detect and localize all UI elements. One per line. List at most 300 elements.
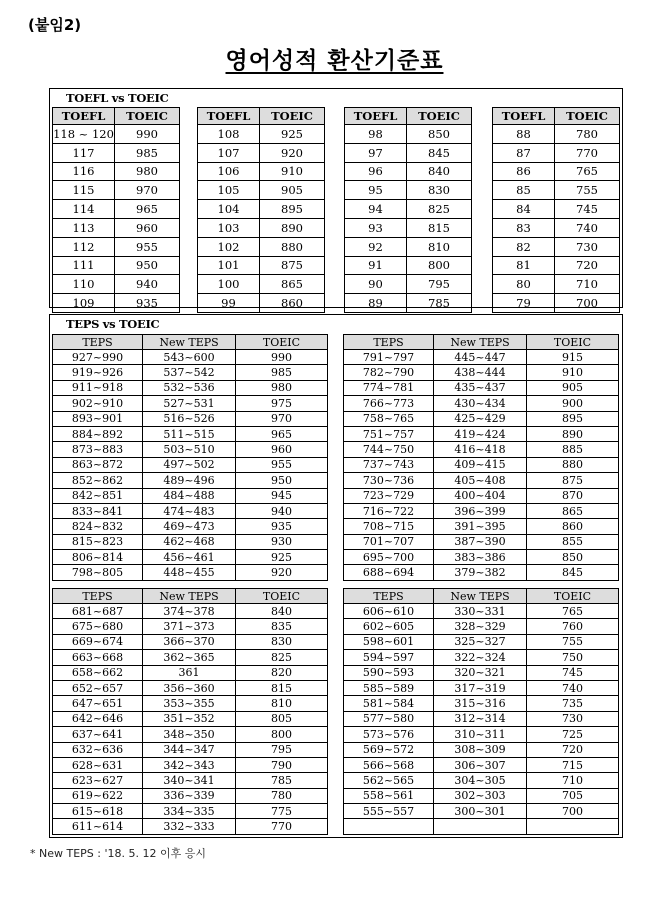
table-row — [53, 534, 328, 549]
table-cell: 740 — [555, 218, 620, 237]
table-cell: 780 — [555, 125, 620, 144]
table-row — [344, 565, 619, 580]
table-cell: 334~335 — [143, 804, 236, 819]
table-row — [198, 143, 325, 162]
table-cell: 806~814 — [53, 550, 143, 565]
column-header: TOEIC — [555, 108, 620, 125]
table-cell: 745 — [527, 665, 619, 680]
table-row — [344, 457, 619, 472]
table-cell: 430~434 — [434, 396, 527, 411]
attachment-label: (붙임2) — [28, 16, 82, 34]
table-cell: 569~572 — [344, 742, 434, 757]
table-cell: 875 — [527, 473, 619, 488]
table-cell: 602~605 — [344, 619, 434, 634]
table-cell: 893~901 — [53, 411, 143, 426]
table-cell: 905 — [527, 380, 619, 395]
table-cell: 675~680 — [53, 619, 143, 634]
table-cell: 558~561 — [344, 788, 434, 803]
table-row — [53, 634, 328, 649]
table-row — [53, 275, 180, 294]
table-cell: 890 — [527, 426, 619, 441]
table-row — [53, 426, 328, 441]
column-header: TOEIC — [527, 589, 619, 604]
table-cell: 356~360 — [143, 680, 236, 695]
table-cell: 628~631 — [53, 757, 143, 772]
table-row — [344, 773, 619, 788]
table-cell: 860 — [260, 294, 325, 313]
table-cell: 795 — [407, 275, 472, 294]
column-header: TOEFL — [53, 108, 115, 125]
table-cell: 374~378 — [143, 604, 236, 619]
teps-table-upper-left — [52, 334, 328, 581]
table-cell: 391~395 — [434, 519, 527, 534]
table-row — [344, 619, 619, 634]
table-cell: 304~305 — [434, 773, 527, 788]
table-row — [53, 727, 328, 742]
table-cell: 322~324 — [434, 650, 527, 665]
table-row — [344, 804, 619, 819]
column-header: TOEIC — [236, 589, 328, 604]
table-cell: 774~781 — [344, 380, 434, 395]
footnote: * New TEPS : '18. 5. 12 이후 응시 — [30, 847, 206, 860]
table-row — [345, 294, 472, 313]
table-cell: 960 — [236, 442, 328, 457]
table-cell: 308~309 — [434, 742, 527, 757]
table-cell: 940 — [236, 503, 328, 518]
table-cell: 527~531 — [143, 396, 236, 411]
table-cell: 815~823 — [53, 534, 143, 549]
table-cell: 112 — [53, 237, 115, 256]
table-cell: 516~526 — [143, 411, 236, 426]
table-header-row — [53, 108, 180, 125]
table-cell: 825 — [236, 650, 328, 665]
table-cell: 632~636 — [53, 742, 143, 757]
table-cell: 497~502 — [143, 457, 236, 472]
table-cell: 935 — [115, 294, 180, 313]
table-row — [344, 680, 619, 695]
table-row — [344, 742, 619, 757]
table-cell: 416~418 — [434, 442, 527, 457]
table-row — [53, 680, 328, 695]
table-cell: 615~618 — [53, 804, 143, 819]
table-cell: 110 — [53, 275, 115, 294]
table-row — [344, 550, 619, 565]
table-row — [53, 503, 328, 518]
table-row — [53, 665, 328, 680]
column-header: New TEPS — [434, 335, 527, 350]
table-row — [53, 181, 180, 200]
table-cell: 855 — [527, 534, 619, 549]
page-title: 영어성적 환산기준표 — [225, 48, 444, 74]
table-cell — [434, 819, 527, 834]
table-cell: 845 — [527, 565, 619, 580]
table-cell: 990 — [236, 350, 328, 365]
table-cell: 902~910 — [53, 396, 143, 411]
table-row — [53, 565, 328, 580]
table-cell: 362~365 — [143, 650, 236, 665]
table-row — [345, 143, 472, 162]
table-row — [493, 256, 620, 275]
table-cell: 710 — [555, 275, 620, 294]
table-row — [198, 125, 325, 144]
table-row — [53, 550, 328, 565]
table-cell: 114 — [53, 200, 115, 219]
table-row — [493, 237, 620, 256]
table-cell: 895 — [260, 200, 325, 219]
table-row — [344, 650, 619, 665]
table-cell: 317~319 — [434, 680, 527, 695]
table-header-row — [344, 335, 619, 350]
table-cell: 700 — [555, 294, 620, 313]
table-row — [53, 819, 328, 834]
table-row — [345, 218, 472, 237]
table-cell: 985 — [236, 365, 328, 380]
table-row — [53, 788, 328, 803]
table-cell: 890 — [260, 218, 325, 237]
toefl-table-2 — [197, 107, 325, 313]
toefl-table-4 — [492, 107, 620, 313]
table-cell: 103 — [198, 218, 260, 237]
table-cell: 353~355 — [143, 696, 236, 711]
teps-table-lower-left — [52, 588, 328, 835]
table-row — [344, 411, 619, 426]
table-row — [53, 350, 328, 365]
column-header: TOEIC — [260, 108, 325, 125]
table-header-row — [198, 108, 325, 125]
table-cell: 911~918 — [53, 380, 143, 395]
table-cell: 619~622 — [53, 788, 143, 803]
table-cell: 870 — [527, 488, 619, 503]
column-header: TOEFL — [198, 108, 260, 125]
table-cell: 735 — [527, 696, 619, 711]
table-cell: 652~657 — [53, 680, 143, 695]
table-cell: 117 — [53, 143, 115, 162]
table-cell: 658~662 — [53, 665, 143, 680]
table-cell: 342~343 — [143, 757, 236, 772]
table-row — [198, 181, 325, 200]
table-cell: 348~350 — [143, 727, 236, 742]
table-cell: 965 — [236, 426, 328, 441]
table-row — [53, 125, 180, 144]
toefl-section-title: TOEFL vs TOEIC — [66, 91, 169, 105]
table-cell: 935 — [236, 519, 328, 534]
table-cell: 920 — [260, 143, 325, 162]
table-cell: 770 — [236, 819, 328, 834]
table-cell: 840 — [407, 162, 472, 181]
table-cell: 825 — [407, 200, 472, 219]
table-cell: 81 — [493, 256, 555, 275]
table-cell: 715 — [527, 757, 619, 772]
teps-table-lower-right — [343, 588, 619, 835]
table-cell: 765 — [555, 162, 620, 181]
table-row — [53, 696, 328, 711]
table-cell: 105 — [198, 181, 260, 200]
table-cell: 810 — [236, 696, 328, 711]
column-header: TOEIC — [236, 335, 328, 350]
table-cell: 80 — [493, 275, 555, 294]
table-row — [53, 473, 328, 488]
table-header-row — [53, 589, 328, 604]
table-cell: 930 — [236, 534, 328, 549]
table-row — [344, 519, 619, 534]
table-row — [198, 275, 325, 294]
table-row — [344, 727, 619, 742]
table-row — [53, 650, 328, 665]
table-row — [53, 519, 328, 534]
table-cell: 880 — [527, 457, 619, 472]
table-cell: 744~750 — [344, 442, 434, 457]
table-cell: 462~468 — [143, 534, 236, 549]
column-header: TOEFL — [493, 108, 555, 125]
table-row — [345, 237, 472, 256]
table-cell: 863~872 — [53, 457, 143, 472]
table-cell: 116 — [53, 162, 115, 181]
table-row — [493, 200, 620, 219]
column-header: TEPS — [344, 589, 434, 604]
table-cell: 594~597 — [344, 650, 434, 665]
table-row — [53, 143, 180, 162]
table-cell: 885 — [527, 442, 619, 457]
table-cell: 474~483 — [143, 503, 236, 518]
table-cell: 824~832 — [53, 519, 143, 534]
table-row — [344, 365, 619, 380]
table-row — [345, 125, 472, 144]
table-cell: 920 — [236, 565, 328, 580]
table-cell: 785 — [407, 294, 472, 313]
table-cell: 782~790 — [344, 365, 434, 380]
table-cell: 755 — [527, 634, 619, 649]
table-cell: 109 — [53, 294, 115, 313]
table-row — [344, 696, 619, 711]
table-cell: 770 — [555, 143, 620, 162]
table-cell: 884~892 — [53, 426, 143, 441]
table-cell: 830 — [407, 181, 472, 200]
table-cell: 945 — [236, 488, 328, 503]
table-row — [53, 711, 328, 726]
table-cell: 562~565 — [344, 773, 434, 788]
table-row — [53, 218, 180, 237]
table-cell: 336~339 — [143, 788, 236, 803]
table-row — [345, 200, 472, 219]
table-row — [344, 604, 619, 619]
table-row — [493, 125, 620, 144]
table-row — [53, 757, 328, 772]
table-cell: 340~341 — [143, 773, 236, 788]
table-cell: 577~580 — [344, 711, 434, 726]
table-row — [198, 237, 325, 256]
table-cell: 950 — [115, 256, 180, 275]
table-cell: 106 — [198, 162, 260, 181]
table-cell: 842~851 — [53, 488, 143, 503]
table-cell: 740 — [527, 680, 619, 695]
table-cell: 985 — [115, 143, 180, 162]
table-row — [345, 256, 472, 275]
table-cell: 310~311 — [434, 727, 527, 742]
table-cell: 755 — [555, 181, 620, 200]
table-cell: 325~327 — [434, 634, 527, 649]
table-cell: 955 — [236, 457, 328, 472]
table-cell: 537~542 — [143, 365, 236, 380]
table-row — [53, 365, 328, 380]
table-cell: 750 — [527, 650, 619, 665]
table-cell: 320~321 — [434, 665, 527, 680]
teps-section-title: TEPS vs TOEIC — [66, 317, 160, 331]
table-cell: 716~722 — [344, 503, 434, 518]
table-cell: 840 — [236, 604, 328, 619]
table-cell: 805 — [236, 711, 328, 726]
table-cell: 905 — [260, 181, 325, 200]
table-cell: 409~415 — [434, 457, 527, 472]
table-cell: 833~841 — [53, 503, 143, 518]
table-cell: 669~674 — [53, 634, 143, 649]
table-cell: 642~646 — [53, 711, 143, 726]
table-cell: 915 — [527, 350, 619, 365]
table-cell: 118 ~ 120 — [53, 125, 115, 144]
table-cell: 101 — [198, 256, 260, 275]
table-row — [53, 604, 328, 619]
table-cell: 400~404 — [434, 488, 527, 503]
table-cell: 925 — [260, 125, 325, 144]
table-row — [53, 411, 328, 426]
table-cell: 900 — [527, 396, 619, 411]
table-cell: 566~568 — [344, 757, 434, 772]
table-row — [198, 200, 325, 219]
table-cell: 300~301 — [434, 804, 527, 819]
column-header: TEPS — [53, 589, 143, 604]
table-cell: 581~584 — [344, 696, 434, 711]
table-row — [344, 350, 619, 365]
column-header: TEPS — [344, 335, 434, 350]
table-cell: 96 — [345, 162, 407, 181]
table-cell: 107 — [198, 143, 260, 162]
table-cell: 383~386 — [434, 550, 527, 565]
table-cell: 970 — [236, 411, 328, 426]
table-cell: 590~593 — [344, 665, 434, 680]
table-cell: 835 — [236, 619, 328, 634]
table-cell: 379~382 — [434, 565, 527, 580]
table-row — [344, 534, 619, 549]
table-cell: 456~461 — [143, 550, 236, 565]
table-cell: 910 — [260, 162, 325, 181]
table-cell: 623~627 — [53, 773, 143, 788]
table-cell: 419~424 — [434, 426, 527, 441]
table-cell: 663~668 — [53, 650, 143, 665]
table-cell: 86 — [493, 162, 555, 181]
table-cell: 113 — [53, 218, 115, 237]
table-row — [53, 442, 328, 457]
table-cell: 108 — [198, 125, 260, 144]
table-row — [345, 275, 472, 294]
column-header: TOEIC — [407, 108, 472, 125]
table-row — [53, 773, 328, 788]
table-cell: 448~455 — [143, 565, 236, 580]
table-cell: 765 — [527, 604, 619, 619]
table-cell: 751~757 — [344, 426, 434, 441]
table-cell: 845 — [407, 143, 472, 162]
table-cell: 332~333 — [143, 819, 236, 834]
table-row — [53, 294, 180, 313]
table-row — [493, 162, 620, 181]
table-cell: 445~447 — [434, 350, 527, 365]
table-cell: 100 — [198, 275, 260, 294]
table-row — [344, 665, 619, 680]
table-row — [344, 503, 619, 518]
table-cell: 115 — [53, 181, 115, 200]
table-cell: 98 — [345, 125, 407, 144]
table-cell: 850 — [527, 550, 619, 565]
table-cell: 775 — [236, 804, 328, 819]
table-cell: 695~700 — [344, 550, 434, 565]
table-row — [53, 237, 180, 256]
table-row — [344, 634, 619, 649]
table-cell: 555~557 — [344, 804, 434, 819]
table-row — [344, 442, 619, 457]
table-header-row — [344, 589, 619, 604]
table-cell: 681~687 — [53, 604, 143, 619]
table-row — [493, 143, 620, 162]
table-cell: 990 — [115, 125, 180, 144]
table-header-row — [53, 335, 328, 350]
table-row — [493, 218, 620, 237]
table-cell: 84 — [493, 200, 555, 219]
table-cell: 469~473 — [143, 519, 236, 534]
table-cell: 83 — [493, 218, 555, 237]
column-header: New TEPS — [434, 589, 527, 604]
table-row — [53, 380, 328, 395]
table-row — [345, 181, 472, 200]
table-cell: 745 — [555, 200, 620, 219]
table-cell: 852~862 — [53, 473, 143, 488]
table-cell: 875 — [260, 256, 325, 275]
table-cell: 511~515 — [143, 426, 236, 441]
table-cell: 790 — [236, 757, 328, 772]
table-cell: 810 — [407, 237, 472, 256]
table-cell: 91 — [345, 256, 407, 275]
table-cell: 955 — [115, 237, 180, 256]
table-row — [344, 473, 619, 488]
table-cell: 791~797 — [344, 350, 434, 365]
table-cell: 88 — [493, 125, 555, 144]
table-cell: 405~408 — [434, 473, 527, 488]
table-row — [53, 200, 180, 219]
table-cell: 489~496 — [143, 473, 236, 488]
table-cell: 720 — [555, 256, 620, 275]
table-cell: 760 — [527, 619, 619, 634]
table-cell: 532~536 — [143, 380, 236, 395]
table-cell: 102 — [198, 237, 260, 256]
table-row — [53, 396, 328, 411]
table-cell: 306~307 — [434, 757, 527, 772]
table-cell: 351~352 — [143, 711, 236, 726]
teps-table-upper-right — [343, 334, 619, 581]
table-cell: 606~610 — [344, 604, 434, 619]
table-row — [493, 294, 620, 313]
table-cell: 708~715 — [344, 519, 434, 534]
table-cell: 598~601 — [344, 634, 434, 649]
table-cell: 710 — [527, 773, 619, 788]
table-cell: 820 — [236, 665, 328, 680]
table-row — [493, 275, 620, 294]
table-cell: 344~347 — [143, 742, 236, 757]
table-cell: 111 — [53, 256, 115, 275]
table-row — [53, 457, 328, 472]
table-cell: 865 — [260, 275, 325, 294]
table-row — [344, 757, 619, 772]
table-cell: 950 — [236, 473, 328, 488]
table-cell: 637~641 — [53, 727, 143, 742]
table-row — [344, 819, 619, 834]
table-cell: 701~707 — [344, 534, 434, 549]
